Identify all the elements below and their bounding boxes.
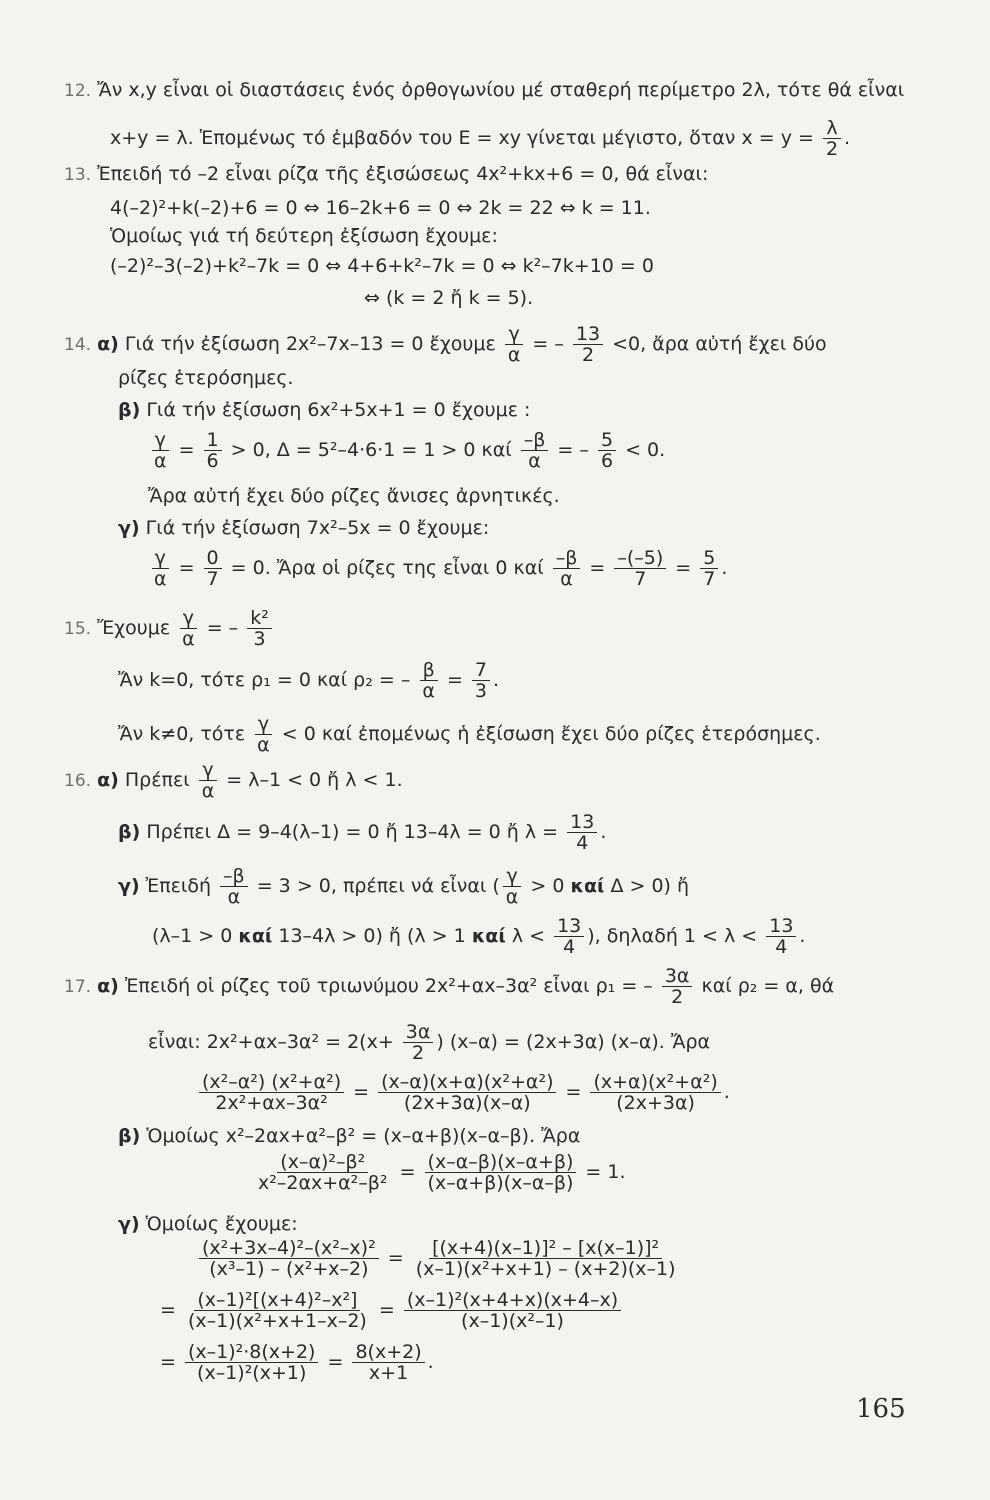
line-20	[118, 866, 689, 907]
line-5	[110, 224, 498, 248]
line-28	[196, 1238, 682, 1279]
exercise-number: 15.	[64, 619, 92, 639]
line-4	[110, 196, 651, 220]
line-27	[118, 1212, 298, 1236]
line-11	[148, 430, 665, 471]
line-text: β) Ὁμοίως x²–2αx+α²–β² = (x–α+β)(x–α–β). Ἄρα	[118, 1125, 581, 1147]
line-7	[364, 286, 533, 310]
line-18	[64, 760, 403, 801]
line-text: α) Ἐπειδή οἱ ρίζες τοῦ τριωνύμου 2x²+αx–3α² εἶναι ρ₁ = – $\frac{3\alpha}{2}$ καί ρ₂ = α, θά	[97, 965, 835, 1008]
exercise-number: 12.	[64, 81, 92, 101]
line-24	[196, 1072, 730, 1113]
line-text: γ) Γιά τήν ἐξίσωση 7x²–5x = 0 ἔχουμε:	[118, 517, 490, 539]
line-text: γ) Ἐπειδή $\frac{-\beta}{\alpha}$ = 3 > 0, πρέπει νά εἶναι ( $\frac{\gamma}{\alpha}$ > 0 καί Δ > 0) ἤ	[118, 865, 690, 908]
line-text: β) Γιά τήν ἐξίσωση 6x²+5x+1 = 0 ἔχουμε :	[118, 399, 531, 421]
exercise-number: 13.	[64, 165, 92, 185]
line-text: $\frac{\text{(x–α)²–β²}}{\text{x²–2αx+α²–β²}}$ = $\frac{(x-\alpha-\beta)(x-\alpha+\beta)}{(x-\alpha+\beta)(x-\alpha-\beta)}$ = 1.	[258, 1151, 626, 1194]
line-text: x+y = λ. Ἑπομένως τό ἐμβαδόν του E = xy γίνεται μέγιστο, ὅταν x = y = $\frac{\lambda}{2}$ .	[110, 117, 851, 160]
line-10	[118, 398, 530, 422]
exercise-number: 17.	[64, 977, 92, 997]
line-1	[64, 78, 904, 103]
line-text: $\frac{\text{(x²–α²) (x²+α²)}}{\text{2x²+αx–3α²}}$ = $\frac{\text{(x–α)(x+α)(x²+α²)}}{(2x+3\alpha)(x-\alpha)}$ = $\frac{\text{(x+α)(x²+α²)}}{(2x+3\alpha)}$ .	[196, 1081, 730, 1103]
line-text: ρίζες ἑτερόσημες.	[118, 367, 294, 389]
line-text: = $\frac{\text{(x–1)²[(x+4)²–x²]}}{\text{(x–1)(x²+x+1–x–2)}}$ = $\frac{\text{(x–1)²(x+4+x)(x+4–x)}}{\text{(x–1)(x²–1)}}$	[160, 1299, 624, 1321]
line-text: Ἄν k≠0, τότε $\frac{\gamma}{\alpha}$ < 0 καί ἐπομένως ἡ ἐξίσωση ἔχει δύο ρίζες ἑτερόσημες.	[118, 713, 821, 756]
line-text: Ἄρα αὐτή ἔχει δύο ρίζες ἄνισες ἀρνητικές.	[148, 485, 560, 507]
line-text: α) Πρέπει $\frac{\gamma}{\alpha}$ = λ–1 < 0 ἤ λ < 1.	[97, 759, 403, 802]
line-26	[252, 1152, 626, 1193]
line-13	[118, 516, 489, 540]
page-number: 165	[856, 1394, 906, 1424]
line-text: α) Γιά τήν ἐξίσωση 2x²–7x–13 = 0 ἔχουμε $\frac{\gamma}{\alpha}$ = – $\frac{13}{2}$ <0, ἄρα αὐτή ἔχει δύο	[97, 323, 827, 366]
line-text: (–2)²–3(–2)+k²–7k = 0 ⇔ 4+6+k²–7k = 0 ⇔ k²–7k+10 = 0	[110, 255, 654, 277]
line-12	[148, 484, 560, 508]
line-text: Ἄν x,y εἶναι οἱ διαστάσεις ἑνός ὀρθογωνίου μέ σταθερή περίμετρο 2λ, τότε θά εἶναι	[97, 79, 905, 101]
line-30	[160, 1342, 434, 1383]
line-text: εἶναι: 2x²+αx–3α² = 2(x+ $\frac{3\alpha}{2}$ ) (x–α) = (2x+3α) (x–α). Ἄρα	[148, 1021, 711, 1064]
line-14	[148, 548, 727, 589]
line-8	[64, 324, 827, 365]
line-text: = $\frac{\text{(x–1)²·8(x+2)}}{\text{(x–1)²(x+1)}}$ = $\frac{8(x+2)}{x+1}$ .	[160, 1341, 434, 1384]
line-text: $\frac{\gamma}{\alpha}$ = $\frac{0}{7}$ = 0. Ἄρα οἱ ρίζες της εἶναι 0 καί $\frac{-\beta}{\alpha}$ = $\frac{-(-5)}{7}$ = $\frac{5}{7}$ .	[148, 557, 727, 579]
line-22	[64, 966, 834, 1007]
line-text: (λ–1 > 0 καί 13–4λ > 0) ἤ (λ > 1 καί λ < $\frac{13}{4}$ ), δηλαδή 1 < λ < $\frac{13}{4}$ .	[152, 915, 806, 958]
exercise-number: 14.	[64, 335, 92, 355]
line-29	[160, 1290, 624, 1331]
line-25	[118, 1124, 580, 1148]
line-21	[152, 916, 805, 957]
line-text: 4(–2)²+k(–2)+6 = 0 ⇔ 16–2k+6 = 0 ⇔ 2k = 22 ⇔ k = 11.	[110, 197, 651, 219]
line-16	[118, 660, 499, 701]
line-text: $\frac{\gamma}{\alpha}$ = $\frac{1}{6}$ > 0, Δ = 5²–4·6·1 = 1 > 0 καί $\frac{-\beta}{\alpha}$ = – $\frac{5}{6}$ < 0.	[148, 439, 665, 461]
line-17	[118, 714, 821, 755]
exercise-number: 16.	[64, 771, 92, 791]
line-text: Ὁμοίως γιά τή δεύτερη ἐξίσωση ἔχουμε:	[110, 225, 498, 247]
line-text: ⇔ (k = 2 ἤ k = 5).	[364, 287, 534, 309]
line-text: Ἐπειδή τό –2 εἶναι ρίζα τῆς ἐξισώσεως 4x²+kx+6 = 0, θά εἶναι:	[97, 163, 709, 185]
line-23	[148, 1022, 710, 1063]
line-text: $\frac{\text{(x²+3x–4)²–(x²–x)²}}{\text{(x³–1) – (x²+x–2)}}$ = $\frac{\text{[(x+4)(x–1)]² – [x(x–1)]²}}{\text{(x–1)(x²+x+1) – (x+2)(x–1)}}$	[196, 1247, 682, 1269]
line-6	[110, 254, 654, 278]
line-3	[64, 162, 708, 187]
line-19	[118, 812, 606, 853]
line-9	[118, 366, 294, 390]
line-text: Ἔχουμε $\frac{\gamma}{\alpha}$ = – $\frac{\text{k²}}{3}$	[97, 617, 275, 639]
line-text: γ) Ὁμοίως ἔχουμε:	[118, 1213, 298, 1235]
line-text: Ἄν k=0, τότε ρ₁ = 0 καί ρ₂ = – $\frac{\beta}{\alpha}$ = $\frac{7}{3}$ .	[118, 659, 500, 702]
line-text: β) Πρέπει Δ = 9–4(λ–1) = 0 ἤ 13–4λ = 0 ἤ λ = $\frac{13}{4}$ .	[118, 811, 607, 854]
line-2	[110, 118, 850, 159]
line-15	[64, 608, 275, 649]
